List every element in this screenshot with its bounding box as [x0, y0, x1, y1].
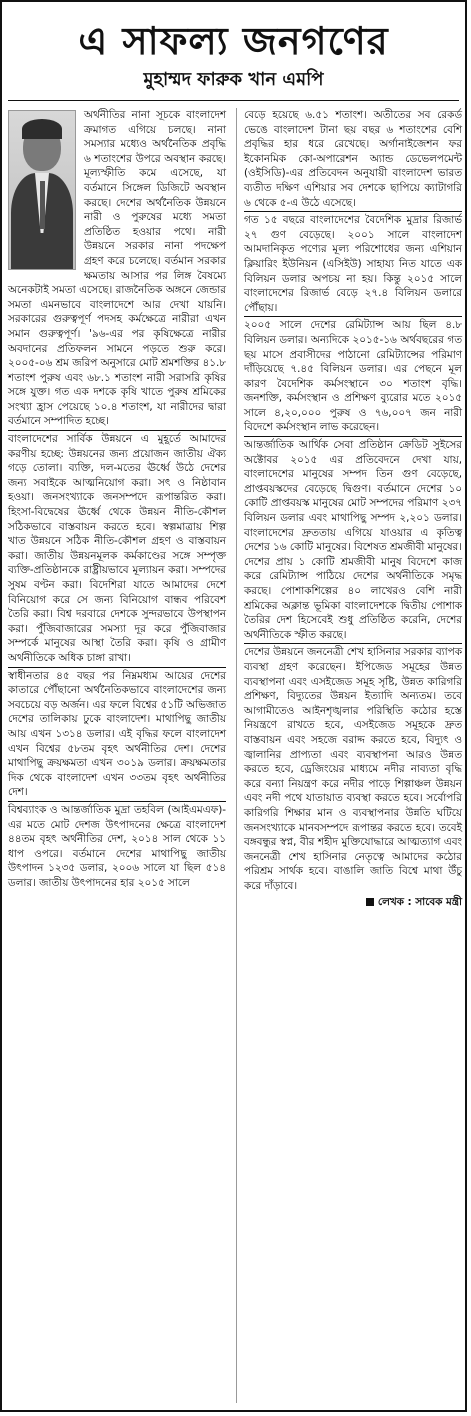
- paragraph: অর্থনীতির নানা সূচকে বাংলাদেশ ক্রমাগত এগিয়ে চলছে। নানা সমস্যার মধ্যেও অর্থনৈতিক প্রবৃদ্ধি ৬ শতাংশের উপরে অবস্থান করছে। মূল্যস্ফীতি কমে এসেছে, যা বর্তমানে সিঙ্গেল ডিজিটে অবস্থান করছে। দেশের অর্থনৈতিক উন্নয়নে নারী ও পুরুষের মধ্যে সমতা প্রতিষ্ঠিত হওয়ার পথে। নারী উন্নয়নে সরকার নানা পদক্ষেপ গ্রহণ করে চলেছে। বর্তমান সরকার ক্ষমতায় আসার পর লিঙ্গ বৈষম্যে অনেকটাই সমতা এসেছে। রাজনৈতিক অঙ্গনে জেন্ডার সমতা এমনভাবে বাংলাদেশে আর দেখা যায়নি। সরকারের গুরুত্বপূর্ণ পদসহ কর্মক্ষেত্রে নারীরা এখন সমান গুরুত্বপূর্ণ। '৯৬-এর পর কৃষিক্ষেত্রে নারীর অবদানের প্রতিফলন সামনে পড়তে শুরু করে। ২০০৫-০৬ শ্রম জরিপ অনুসারে মোট শ্রমশক্তির ৪১.৮ শতাংশ পুরুষ এবং ৬৮.১ শতাংশ নারী সরাসরি কৃষির সঙ্গে যুক্ত। গত এক দশকে কৃষি খাতে পুরুষ শ্রমিকের সংখ্যা হ্রাস পেয়েছে ১০.৪ শতাংশ, যা নারীদের দ্বারা বর্তমানে সম্পাদিত হচ্ছে।: [8, 109, 226, 428]
- paragraph: গত ১৫ বছরে বাংলাদেশের বৈদেশিক মুদ্রার রিজার্ভ ২৭ গুণ বেড়েছে। ২০০১ সালে বাংলাদেশ আমদানিকৃত পণ্যের মূল্য পরিশোধের জন্য এশিয়ান ক্লিয়ারিং ইউনিয়ন (এসিইউ) সাহায্য নিত যাতে এক বিলিয়ন ডলার অপচয় না হয়। কিন্তু ২০১৫ সালে বাংলাদেশের রিজার্ভ বেড়ে ২৭.৪ বিলিয়ন ডলারে পৌঁছায়।: [244, 211, 462, 315]
- paragraph: আন্তর্জাতিক আর্থিক সেবা প্রতিষ্ঠান ক্রেডিট সুইসের অক্টোবর ২০১৫ এর প্রতিবেদনে দেখা যায়, বাংলাদেশের মানুষের সম্পদ তিন গুণ বেড়েছে, প্রাপ্তবয়স্কদের বেড়েছে দ্বিগুণ। বর্তমানে দেশের ১০ কোটি প্রাপ্তবয়স্ক মানুষের মোট সম্পদের পরিমাণ ২৩৭ বিলিয়ন ডলার এবং মাথাপিছু সম্পদ ২,২০১ ডলার। বাংলাদেশের দ্রুততায় এগিয়ে যাওয়ার এ কৃতিত্ব দেশের ১৬ কোটি মানুষের। বিশেষত শ্রমজীবী মানুষের। দেশের প্রায় ১ কোটি শ্রমজীবী মানুষ বিদেশে কাজ করে রেমিট্যান্স পাঠিয়ে দেশের অর্থনীতিকে সমৃদ্ধ করছে। পোশাকশিল্পের ৪০ লাখেরও বেশি নারী শ্রমিকের অক্লান্ত ভূমিকা বাংলাদেশকে দ্বিতীয় পোশাক তৈরির দেশ হিসেবেই শুধু প্রতিষ্ঠিত করেনি, দেশের অর্থনীতিকে স্ফীত করছে।: [244, 436, 462, 642]
- square-bullet-icon: [366, 898, 374, 906]
- column-divider: [236, 108, 237, 1403]
- author-portrait-icon: [8, 110, 76, 270]
- paragraph: ২০০৫ সালে দেশের রেমিট্যান্স আয় ছিল ৪.৮ বিলিয়ন ডলার। অন্যদিকে ২০১৫-১৬ অর্থবছরের গত ছয় মাসে প্রবাসীদের পাঠানো রেমিট্যান্সের পরিমাণ দাঁড়িয়েছে ৭.৪৫ বিলিয়ন ডলার। এর পেছনে মূল কারণ বৈদেশিক কর্মসংস্থানে ৩০ শতাংশ বৃদ্ধি। জনশক্তি, কর্মসংস্থান ও প্রশিক্ষণ ব্যুরোর মতে ২০১৫ সালে ৪,২০,০০০ পুরুষ ও ৭৬,০০৭ জন নারী বিদেশে কর্মসংস্থান লাভ করেছেন।: [244, 316, 462, 435]
- paragraph: বেড়ে হয়েছে ৬.৫১ শতাংশ। অতীতের সব রেকর্ড ভেঙে বাংলাদেশ টানা ছয় বছর ৬ শতাংশের বেশি প্রবৃদ্ধির হার ধরে রেখেছে। অর্গানাইজেশন ফর ইকোনমিক কো-অপারেশন অ্যান্ড ডেভেলপমেন্ট (ওইসিডি)-এর প্রতিবেদন অনুযায়ী বাংলাদেশ ভারত ব্যতীত দক্ষিণ এশিয়ার সব দেশকে ছাপিয়ে ক্যাটাগরি ৬ থেকে ৫-এ উঠে এসেছে।: [244, 109, 462, 209]
- byline: মুহাম্মদ ফারুক খান এমপি: [143, 69, 324, 90]
- paragraph: বিশ্বব্যাংক ও আন্তর্জাতিক মুদ্রা তহবিল (আইএমএফ)-এর মতে মোট দেশজ উৎপাদনের ক্ষেত্রে বাংলাদেশ ৪৪তম বৃহৎ অর্থনীতির দেশ, ২০১৪ সাল থেকে ১১ ধাপ ওপরে। বর্তমানে দেশের মাথাপিছু জাতীয় উৎপাদন ১২৩৫ ডলার, ২০০৬ সালে যা ছিল ৫১৪ ডলার। জাতীয় উৎপাদনের হার ২০১৫ সালে: [8, 801, 226, 891]
- paragraph: স্বাধীনতার ৪৫ বছর পর নিম্নমধ্যম আয়ের দেশের কাতারে পৌঁছানো অর্থনৈতিকভাবে বাংলাদেশের জন্য সবচেয়ে বড় অর্জন। এর ফলে বিশ্বের ৫১টি অভিজাত দেশের তালিকায় ঢুকে বাংলাদেশ। মাথাপিছু জাতীয় আয় এখন ১৩১৪ ডলার। এই বৃদ্ধির ফলে বাংলাদেশ এখন বিশ্বের ৫৮তম বৃহৎ অর্থনীতির দেশ। দেশের মাথাপিছু ক্রয়ক্ষমতা এখন ৩০১৯ ডলার। ক্রয়ক্ষমতার দিক থেকে বাংলাদেশ এখন ৩৩তম বৃহৎ অর্থনীতির দেশ।: [8, 667, 226, 800]
- headline: এ সাফল্য জনগণের: [78, 19, 389, 63]
- left-column: [8, 108, 226, 891]
- author-note-text: লেখক : সাবেক মন্ত্রী: [377, 896, 462, 909]
- header-divider: [8, 100, 459, 101]
- right-column: [244, 108, 462, 910]
- author-note: [244, 895, 462, 910]
- paragraph: বাংলাদেশের সার্বিক উন্নয়নে এ মুহূর্তে আমাদের করণীয় হচ্ছে: উন্নয়নের জন্য প্রয়োজন জাতীয় ঐক্য গড়ে তোলা। ব্যক্তি, দল-মতের ঊর্ধ্বে উঠে দেশের জন্য সবাইকে আত্মনিয়োগ করা। সৎ ও নিষ্ঠাবান হওয়া। জনসংখ্যাকে জনসম্পদে রূপান্তরিত করা। হিংসা-বিদ্বেষের ঊর্ধ্বে থেকে উন্নয়ন নীতি-কৌশল সঠিকভাবে বাস্তবায়ন করতে হবে। স্বল্পমাত্রায় শিল্প খাত উন্নয়নে সঠিক নীতি-কৌশল গ্রহণ ও বাস্তবায়ন করা। জাতীয় উন্নয়নমূলক কর্মকাণ্ডের সঙ্গে সম্পৃক্ত ব্যক্তি-প্রতিষ্ঠানকে রাষ্ট্রীয়ভাবে মূল্যায়ন করা। সম্পদের সুষম বণ্টন করা। বিদেশিরা যাতে আমাদের দেশে বিনিয়োগ করে সে জন্য বিনিয়োগ বান্ধব পরিবেশ তৈরি করা। বিশ্ব দরবারে দেশকে সুন্দরভাবে উপস্থাপন করা। পুঁজিবাজারের সমস্যা দূর করে পুঁজিবাজার সম্পর্কে মানুষের আস্থা তৈরি করা। কৃষি ও গ্রামীণ অর্থনীতিকে অধিক চাঙ্গা রাখা।: [8, 430, 226, 666]
- paragraph: দেশের উন্নয়নে জননেত্রী শেখ হাসিনার সরকার ব্যাপক ব্যবস্থা গ্রহণ করেছেন। ইপিজেড সমূহের উন্নত ব্যবস্থাপনা এবং এসইজেড সমূহ সৃষ্টি, উন্নত কারিগরি প্রশিক্ষণ, বিদ্যুতের উন্নয়ন ইত্যাদি অন্যতম। তবে আগামীতেও আইনশৃঙ্খলার পরিস্থিতি কঠোর হস্তে নিয়ন্ত্রণে রাখতে হবে, এসইজেড সমূহকে দ্রুত বাস্তবায়ন এবং সহজে বরাদ্দ করতে হবে, বিদ্যুৎ ও জ্বালানির প্রাপ্যতা এবং ব্যবস্থাপনা আরও উন্নত করতে হবে, ড্রেজিংয়ের মাধ্যমে নদীর নাব্যতা বৃদ্ধি করে বন্যা নিয়ন্ত্রণ করে নদীর পাড়ে শিল্পাঞ্চল উন্নয়ন এবং নদী পথে যাতায়াত ব্যবস্থা করতে হবে। সর্বোপরি কারিগরি শিক্ষার মান ও ব্যবস্থাপনার উন্নতি ঘটিয়ে জনসংখ্যাকে মানবসম্পদে রূপান্তর করতে হবে। তবেই বঙ্গবন্ধুর স্বপ্ন, বীর শহীদ মুক্তিযোদ্ধারে আত্মত্যাগ এবং জননেত্রী শেখ হাসিনার নেতৃত্বে আমাদের কঠোর পরিশ্রম সার্থক হবে। বাঙালি জাতি বিশ্বে মাথা উঁচু করে দাঁড়াবে।: [244, 643, 462, 893]
